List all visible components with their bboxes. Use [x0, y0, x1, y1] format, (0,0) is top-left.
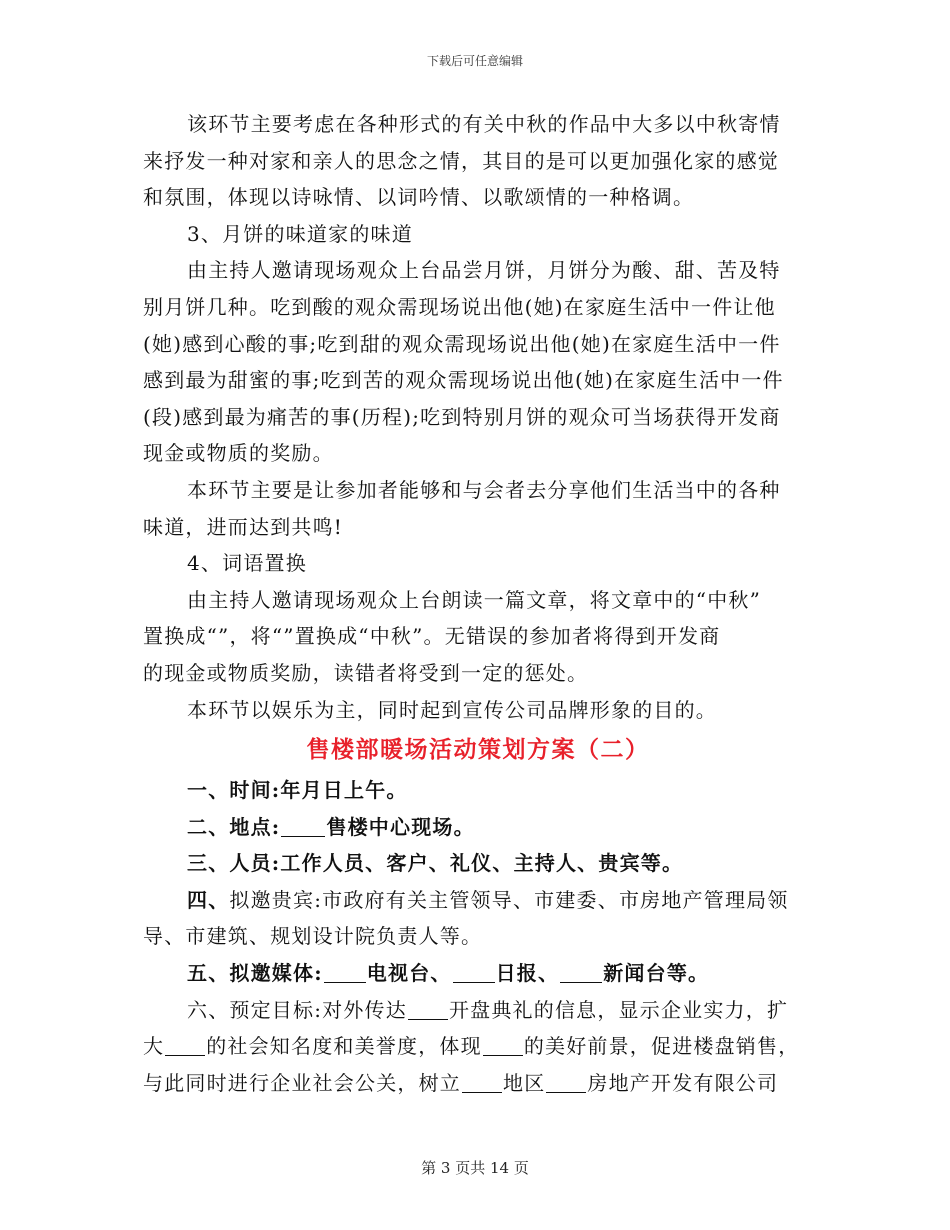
paragraph-line [143, 1065, 813, 1102]
item-text: 的美好前景，促进楼盘销售， [523, 1034, 800, 1059]
paragraph-line: 置换成“”，将“”置换成“中秋”。无错误的参加者将得到开发商 [143, 624, 721, 649]
fill-blank [324, 962, 366, 983]
item-text: 地区 [503, 1070, 546, 1095]
paragraph-line: 该环节主要考虑在各种形式的有关中秋的作品中大多以中秋寄情 [187, 112, 781, 136]
paragraph-line [143, 1028, 813, 1065]
paragraph-line: (段)感到最为痛苦的事(历程);吃到特别月饼的观众可当场获得开发商 [143, 404, 781, 429]
plan-item-guests [143, 882, 813, 919]
fill-blank [281, 816, 325, 837]
paragraph-line: 导、市建筑、规划设计院负责人等。 [143, 924, 483, 949]
paragraph-line: 别月饼几种。吃到酸的观众需现场说出他(她)在家庭生活中一件让他 [143, 294, 776, 319]
item-text: 与此同时进行企业社会公关，树立 [143, 1070, 461, 1095]
item-text: 房地产开发有限公司 [587, 1070, 779, 1095]
paragraph-line: 味道，进而达到共鸣! [143, 514, 344, 539]
plan-item-media [143, 955, 813, 992]
paragraph-line: 感到最为甜蜜的事;吃到苦的观众需现场说出他(她)在家庭生活中一件 [143, 368, 784, 393]
plan-item-people: 三、人员:工作人员、客户、礼仪、主持人、贵宾等。 [187, 851, 684, 876]
plan-item-location [143, 809, 813, 846]
fill-blank [462, 1072, 502, 1093]
item-text: 售楼中心现场。 [326, 814, 475, 839]
document-body [143, 106, 813, 1101]
item-text: 开盘典礼的信息，显示企业实力，扩 [448, 997, 789, 1022]
paragraph-line: 和氛围，体现以诗咏情、以词吟情、以歌颂情的一种格调。 [143, 185, 695, 210]
item-text: 的社会知名度和美誉度，体现 [206, 1034, 482, 1059]
plan-item-goals [143, 992, 813, 1029]
item-label: 四、 [187, 887, 230, 912]
item-text: 大 [143, 1034, 165, 1059]
paragraph-line: 本环节主要是让参加者能够和与会者去分享他们生活当中的各种 [187, 477, 781, 502]
paragraph-line: 的现金或物质奖励，读错者将受到一定的惩处。 [143, 660, 589, 685]
paragraph-line: 由主持人邀请现场观众上台品尝月饼，月饼分为酸、甜、苦及特 [187, 258, 781, 283]
item-label: 二、地点: [187, 814, 281, 839]
fill-blank [483, 1035, 523, 1056]
paragraph-line: 现金或物质的奖励。 [143, 441, 334, 466]
page-header: 下载后可任意编辑 [426, 54, 523, 68]
item-text: 六、预定目标:对外传达 [187, 997, 407, 1022]
subheading-3: 3、月饼的味道家的味道 [187, 221, 413, 246]
plan-item-time: 一、时间:年月日上午。 [187, 778, 408, 803]
item-text: 日报、 [495, 961, 560, 986]
item-text: 电视台、 [366, 961, 452, 986]
fill-blank [560, 962, 602, 983]
fill-blank [546, 1072, 586, 1093]
item-text: 拟邀贵宾:市政府有关主管领导、市建委、市房地产管理局领 [229, 887, 789, 912]
paragraph-line: (她)感到心酸的事;吃到甜的观众需现场说出他(她)在家庭生活中一件 [143, 331, 781, 356]
item-label: 五、拟邀媒体: [187, 961, 323, 986]
fill-blank [408, 999, 448, 1020]
paragraph-line: 由主持人邀请现场观众上台朗读一篇文章，将文章中的“中秋” [187, 587, 762, 612]
paragraph-line: 来抒发一种对家和亲人的思念之情，其目的是可以更加强化家的感觉 [143, 148, 779, 173]
fill-blank [453, 962, 495, 983]
item-text: 新闻台等。 [603, 961, 710, 986]
subheading-4: 4、词语置换 [187, 551, 307, 576]
fill-blank [165, 1035, 205, 1056]
page-footer: 第 3 页共 14 页 [421, 1159, 529, 1177]
paragraph-line: 本环节以娱乐为主，同时起到宣传公司品牌形象的目的。 [187, 697, 717, 722]
section-title: 售楼部暖场活动策划方案（二） [306, 736, 650, 764]
